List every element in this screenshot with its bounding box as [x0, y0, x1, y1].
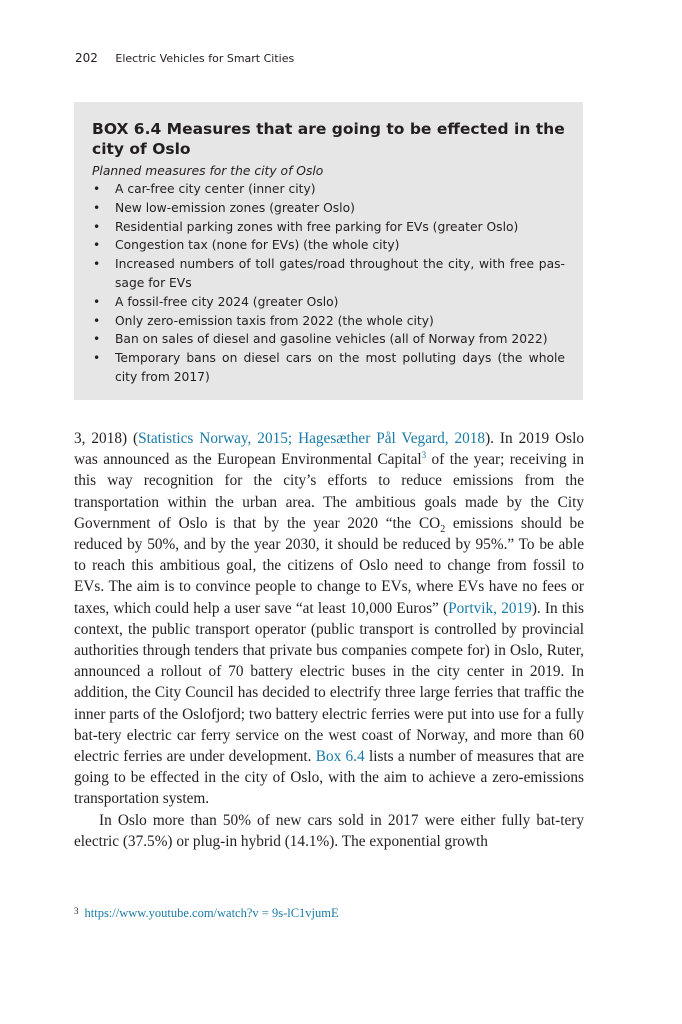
running-title: Electric Vehicles for Smart Cities [115, 52, 295, 65]
citation-link-statistics-norway[interactable]: Statistics Norway, 2015; Hagesæther Pål Vegard, 2018 [138, 430, 486, 447]
body-text [74, 428, 584, 852]
box-6-4-link[interactable]: Box 6.4 [315, 748, 365, 766]
list-item: • A car-free city center (inner city) [92, 180, 565, 199]
footnote [74, 906, 339, 921]
bullet-icon: • [93, 219, 101, 234]
list-item: • Residential parking zones with free parking for EVs (greater Oslo) [92, 218, 565, 237]
box-title: BOX 6.4 Measures that are going to be effected in the city of Oslo [92, 120, 565, 158]
list-item: • New low-emission zones (greater Oslo) [92, 199, 565, 218]
footnote-mark: 3 [74, 906, 79, 916]
bullet-icon: • [93, 313, 101, 328]
list-item: • Only zero-emission taxis from 2022 (the whole city) [92, 312, 565, 331]
bullet-icon: • [93, 332, 101, 347]
bullet-icon: • [93, 182, 101, 196]
list-item: • Increased numbers of toll gates/road throughout the city, with free pas-sage for EVs [93, 257, 565, 290]
box-subtitle: Planned measures for the city of Oslo [92, 164, 324, 178]
list-item: • Temporary bans on diesel cars on the most polluting days (the whole city from 2017) [93, 351, 565, 384]
page-number: 202 [75, 51, 98, 65]
measures-list [92, 180, 565, 387]
co2-subscript: 2 [440, 523, 446, 535]
citation-link-portvik[interactable]: Portvik, 2019 [448, 599, 532, 617]
box-6-4 [74, 102, 583, 400]
running-header [75, 51, 294, 67]
bullet-icon: • [93, 351, 101, 366]
bullet-icon: • [93, 200, 101, 215]
paragraph: In Oslo more than 50% of new cars sold in 2017 were either fully bat-tery electric (37.5%) or plug-in hybrid (14.1%). The exponential growth [74, 811, 584, 850]
footnote-url-link[interactable]: https://www.youtube.com/watch?v = 9s-lC1vjumE [84, 906, 339, 920]
list-item: • Ban on sales of diesel and gasoline vehicles (all of Norway from 2022) [92, 330, 565, 349]
bullet-icon: • [93, 238, 101, 253]
paragraph: 3, 2018) (Statistics Norway, 2015; Hagesæther Pål Vegard, 2018). In 2019 Oslo was announced as the European Environmental Capital$^3$ of the year; receiving in this way recognition for the city’s efforts to reduce emissions from the transportation within the urban area. The ambitious goals made by the City Government of Oslo is that by the year 2020 “the $CO_2$ emissions should be reduced by 50%, and by the year 2030, it should be reduced by 95%.” To be able to reach this ambitious goal, the citizens of Oslo need to change from fossil to EVs. The aim is to convince people to change to EVs, where EVs have no fees or taxes, which could help a user save “at least 10,000 Euros” (Portvik, 2019). In this context, the public transport operator (public transport is controlled by provincial authorities through tenders that private bus companies compete for) in Oslo, Ruter, announced a rollout of 70 battery electric buses in the city center in 2019. In addition, the City Council has decided to electrify three large ferries that traffic the inner parts of the Oslofjord; two battery electric ferries were put into use for a fully bat-tery electric car ferry service on the west coast of Norway, and more than 60 electric ferries are under development. Box 6.4 lists a number of measures that are going to be effected in the city of Oslo, with the aim to achieve a zero-emissions transportation system. [74, 430, 585, 808]
list-item: • A fossil-free city 2024 (greater Oslo) [92, 293, 565, 312]
list-item: • Congestion tax (none for EVs) (the whole city) [92, 236, 565, 255]
bullet-icon: • [93, 257, 101, 272]
bullet-icon: • [93, 294, 101, 309]
footnote-ref-3[interactable]: 3 [421, 450, 427, 461]
